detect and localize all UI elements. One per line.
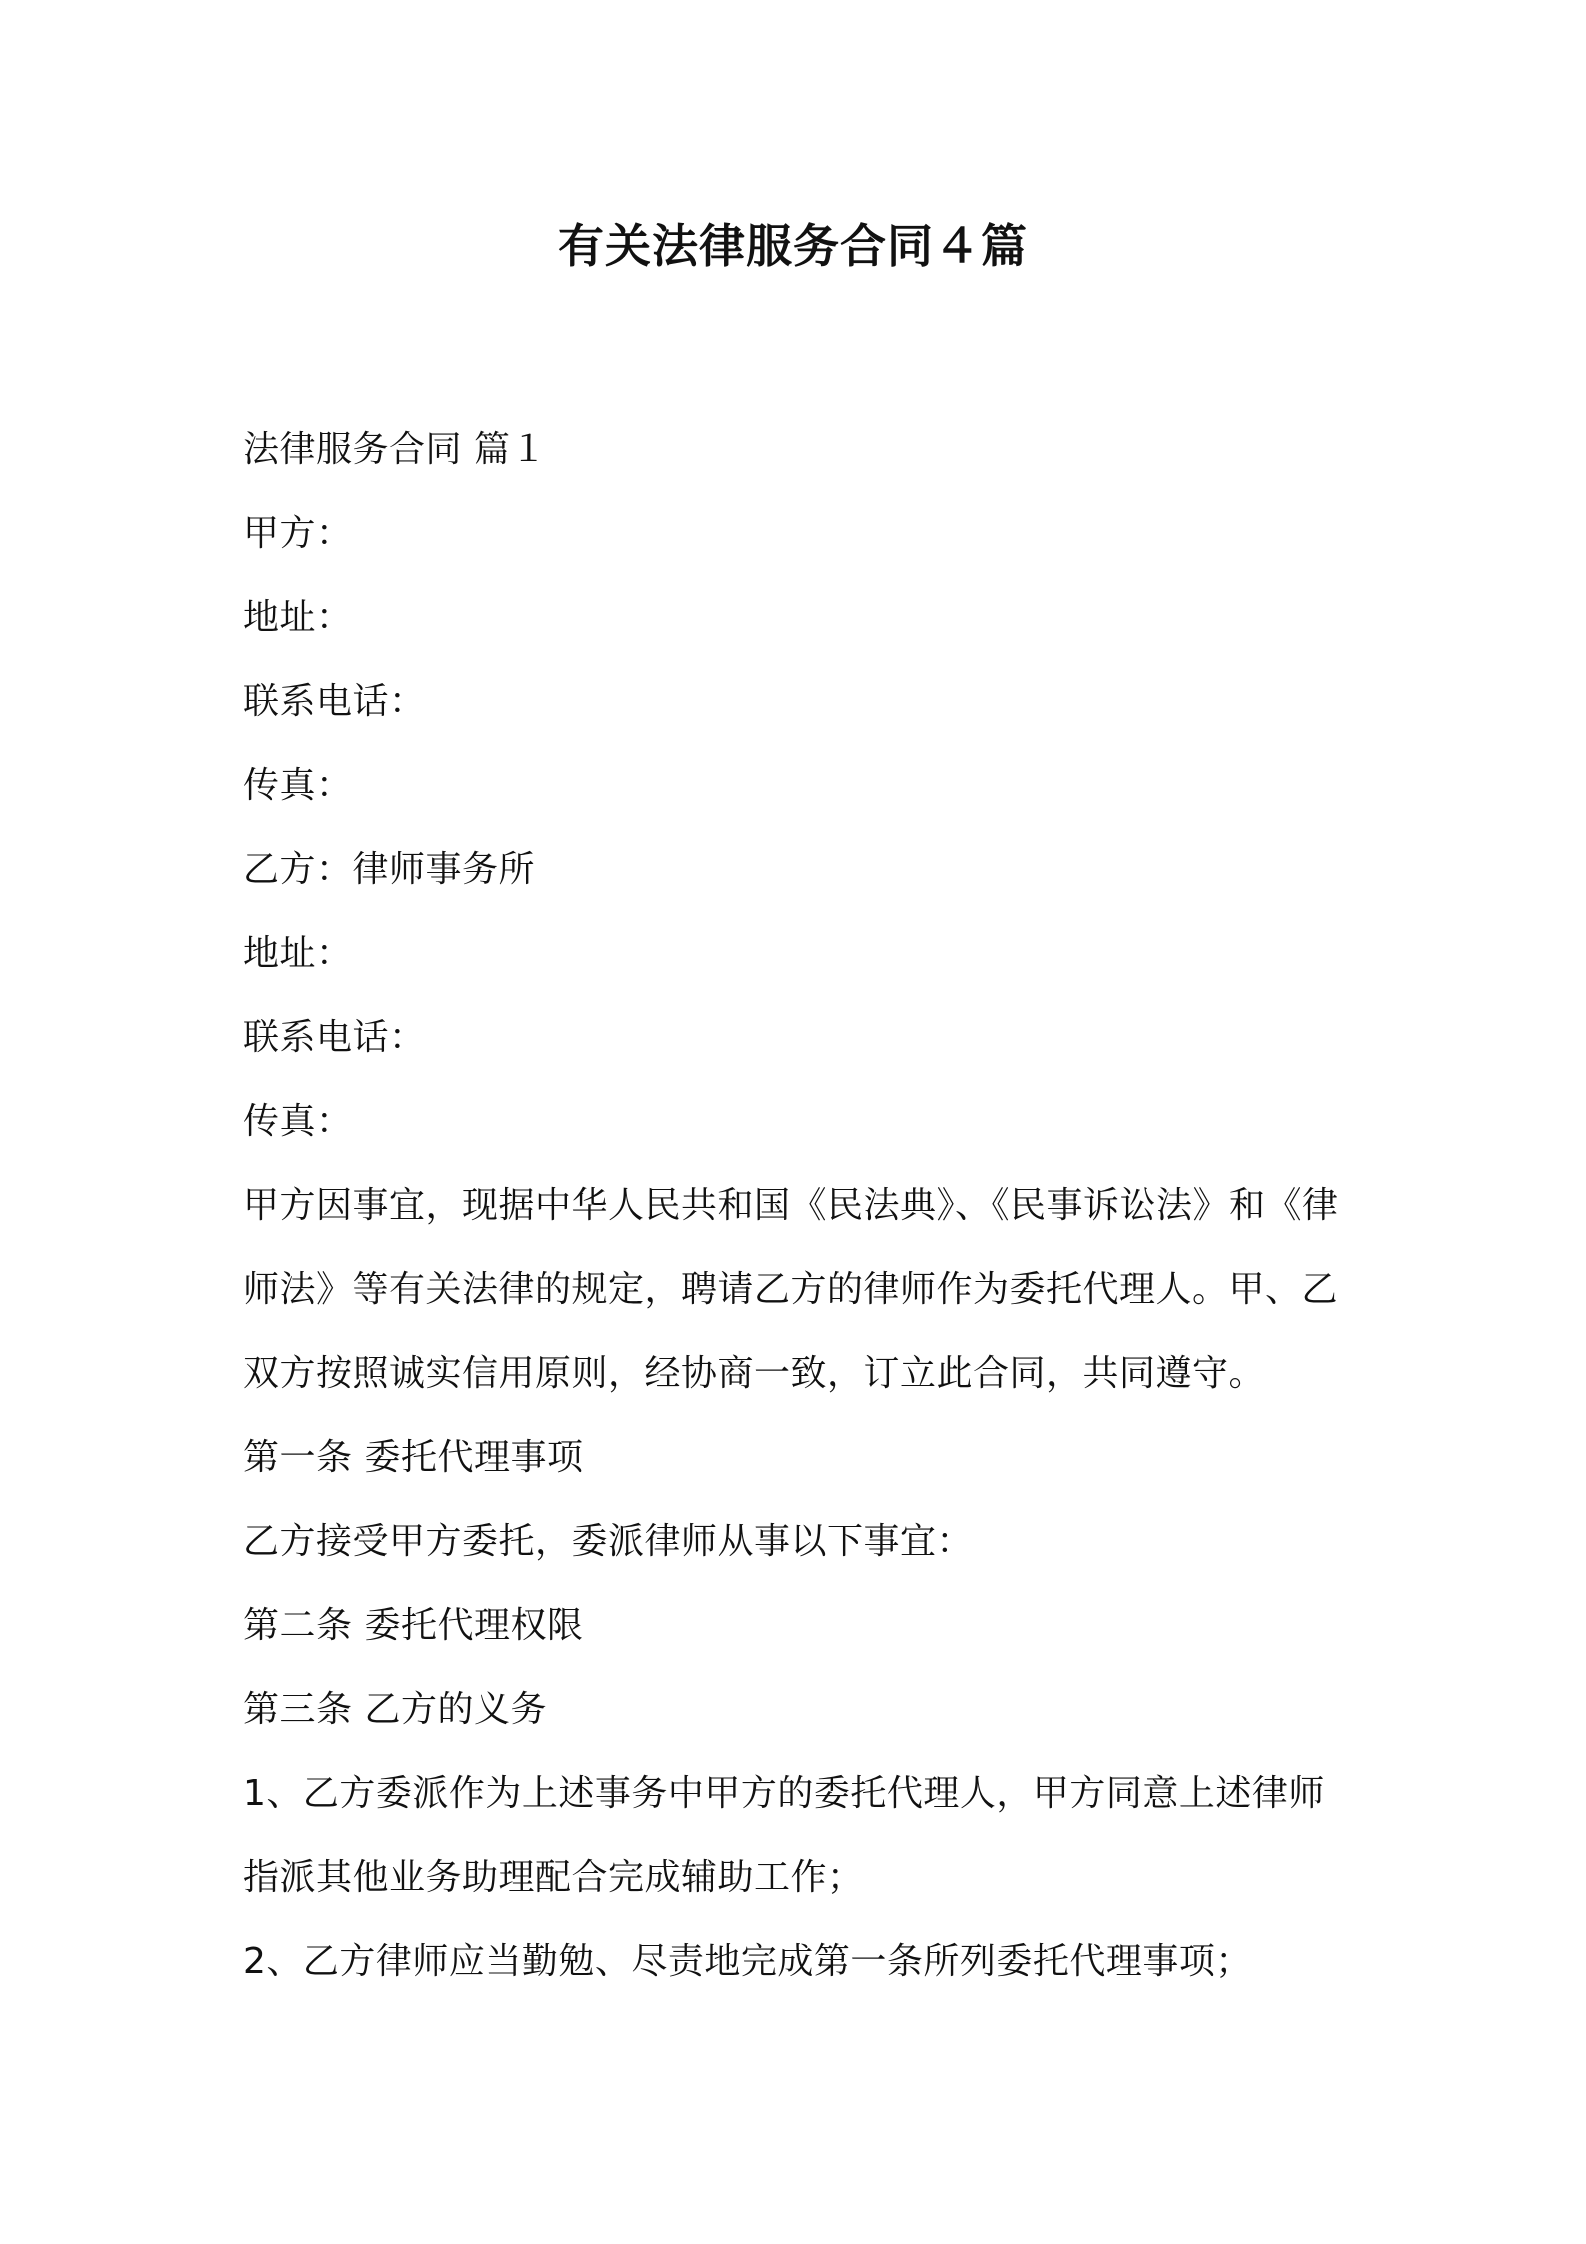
- preamble-paragraph: [243, 1164, 1353, 1416]
- document-body: [243, 408, 1353, 2004]
- obligation-item-1: [243, 1752, 1353, 1920]
- party-a-address-label: 地址：: [243, 597, 353, 638]
- article-3-heading: 第三条 乙方的义务: [243, 1689, 547, 1730]
- party-b-address-label: 地址：: [243, 933, 353, 974]
- section-heading: 法律服务合同 篇１: [243, 429, 547, 470]
- preamble-line: 甲方因事宜，现据中华人民共和国《民法典》、《民事诉讼法》和《律: [243, 1185, 1339, 1226]
- article-2-heading: 第二条 委托代理权限: [243, 1605, 584, 1646]
- party-b-fax-label: 传真：: [243, 1101, 353, 1142]
- party-a-phone-label: 联系电话：: [243, 681, 426, 722]
- party-a-fax-label: 传真：: [243, 765, 353, 806]
- preamble-line: 双方按照诚实信用原则，经协商一致，订立此合同，共同遵守。: [243, 1353, 1266, 1394]
- party-b-phone-label: 联系电话：: [243, 1017, 426, 1058]
- document-title: 有关法律服务合同４篇: [558, 219, 1028, 273]
- party-a-label: 甲方：: [243, 513, 353, 554]
- obligation-item-2: 2、乙方律师应当勤勉、尽责地完成第一条所列委托代理事项；: [243, 1941, 1252, 1982]
- article-1-text: 乙方接受甲方委托，委派律师从事以下事宜：: [243, 1521, 974, 1562]
- obligation-line: 1、乙方委派作为上述事务中甲方的委托代理人，甲方同意上述律师: [243, 1773, 1325, 1814]
- preamble-line: 师法》等有关法律的规定，聘请乙方的律师作为委托代理人。甲、乙: [243, 1269, 1339, 1310]
- party-b-label: 乙方：律师事务所: [243, 849, 536, 890]
- obligation-line: 指派其他业务助理配合完成辅助工作；: [243, 1857, 864, 1898]
- article-1-heading: 第一条 委托代理事项: [243, 1437, 584, 1478]
